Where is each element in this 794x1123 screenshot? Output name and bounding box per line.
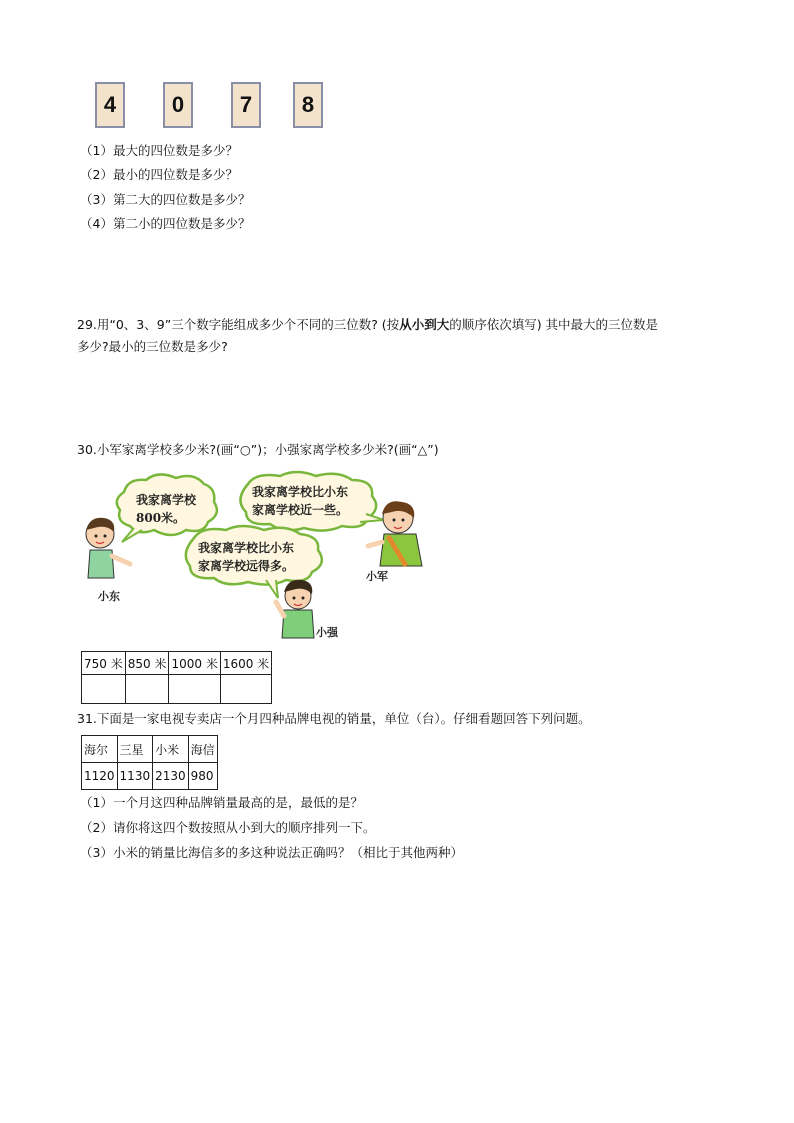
q30-answer-cell-4[interactable] xyxy=(220,675,271,704)
q30-header-850: 850 米 xyxy=(125,652,169,675)
q31-header-xiaomi: 小米 xyxy=(153,736,189,763)
q30-header-1000: 1000 米 xyxy=(169,652,220,675)
label-xiaojun: 小军 xyxy=(366,570,388,583)
q31-sub-2: （2）请你将这四个数按照从小到大的顺序排列一下。 xyxy=(80,820,376,835)
bubble-xiaoqiang-line1: 我家离学校比小东 xyxy=(198,541,295,555)
digit-card-8: 8 xyxy=(293,82,323,128)
q31-value-xiaomi: 2130 xyxy=(153,763,189,790)
label-xiaoqiang: 小强 xyxy=(316,626,338,639)
q31-header-hisense: 海信 xyxy=(188,736,217,763)
boy-xiaoqiang xyxy=(276,580,339,639)
q29-question xyxy=(77,314,727,358)
bubble-xiaojun xyxy=(240,472,384,531)
q31-value-haier: 1120 xyxy=(82,763,118,790)
bubble-xiaodong-line2: 800米。 xyxy=(136,511,186,525)
q28-sub-3: （3）第二大的四位数是多少？ xyxy=(80,192,251,207)
digit-card-0: 0 xyxy=(163,82,193,128)
q31-table-value-row xyxy=(82,763,218,790)
q29-text-line2: 多少?最小的三位数是多少? xyxy=(77,339,228,354)
bubble-xiaodong-line1: 我家离学校 xyxy=(136,493,197,507)
q30-answer-cell-3[interactable] xyxy=(169,675,220,704)
q30-table-header-row xyxy=(82,652,272,675)
q30-answer-cell-1[interactable] xyxy=(82,675,126,704)
q30-header-750: 750 米 xyxy=(82,652,126,675)
q29-text-bold: 从小到大 xyxy=(399,317,450,332)
q30-answer-table xyxy=(81,651,272,704)
q31-header-haier: 海尔 xyxy=(82,736,118,763)
q31-table-header-row xyxy=(82,736,218,763)
q29-text-part1: 29.用“0、3、9”三个数字能组成多少个不同的三位数? (按 xyxy=(77,317,400,332)
digit-card-4: 4 xyxy=(95,82,125,128)
label-xiaodong: 小东 xyxy=(98,590,120,603)
q31-value-samsung: 1130 xyxy=(117,763,153,790)
boy-xiaodong xyxy=(86,518,130,603)
q28-sub-4: （4）第二小的四位数是多少？ xyxy=(80,216,251,231)
digit-card-7: 7 xyxy=(231,82,261,128)
q30-answer-cell-2[interactable] xyxy=(125,675,169,704)
q31-sales-table xyxy=(81,735,218,790)
q30-header-1600: 1600 米 xyxy=(220,652,271,675)
q31-sub-3: （3）小米的销量比海信多的多这种说法正确吗？（相比于其他两种） xyxy=(80,845,463,860)
q28-sub-2: （2）最小的四位数是多少？ xyxy=(80,167,238,182)
q30-table-answer-row xyxy=(82,675,272,704)
q28-sub-1: （1）最大的四位数是多少？ xyxy=(80,143,238,158)
q30-illustration xyxy=(76,470,436,645)
q31-header-samsung: 三星 xyxy=(117,736,153,763)
q29-text-part2: 的顺序依次填写) 其中最大的三位数是 xyxy=(449,317,659,332)
bubble-xiaojun-line2: 家离学校近一些。 xyxy=(252,503,349,517)
bubble-xiaojun-line1: 我家离学校比小东 xyxy=(252,485,349,499)
bubble-xiaoqiang-line2: 家离学校远得多。 xyxy=(198,559,295,573)
q31-sub-1: （1）一个月这四种品牌销量最高的是，最低的是？ xyxy=(80,795,363,810)
q31-question: 31.下面是一家电视专卖店一个月四种品牌电视的销量，单位（台）。仔细看题回答下列问题。 xyxy=(77,711,591,726)
q30-question: 30.小军家离学校多少米?(画“○”)；小强家离学校多少米?(画“△”) xyxy=(77,442,439,457)
q31-value-hisense: 980 xyxy=(188,763,217,790)
